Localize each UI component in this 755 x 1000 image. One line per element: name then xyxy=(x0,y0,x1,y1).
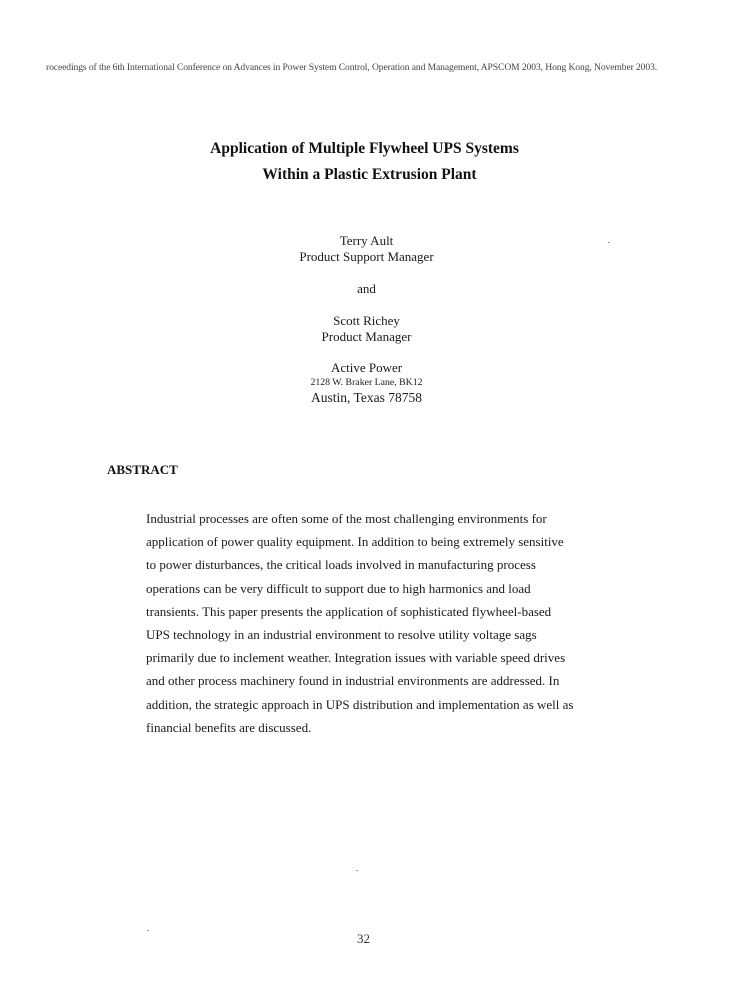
page-number: 32 xyxy=(357,931,370,946)
running-head: roceedings of the 6th International Conference on Advances in Power System Control, Operation and Management, APSCOM 2003, Hong Kong, November 2003. xyxy=(46,62,658,73)
abstract-line: Industrial processes are often some of the most challenging environments for xyxy=(146,511,547,526)
abstract-heading: ABSTRACT xyxy=(107,462,178,477)
abstract-line: transients. This paper presents the application of sophisticated flywheel-based xyxy=(146,603,552,619)
affiliation-street: 2128 W. Braker Lane, BK12 xyxy=(310,377,423,388)
abstract-line: UPS technology in an industrial environment to resolve utility voltage sags xyxy=(146,627,537,643)
scan-speck xyxy=(147,930,149,931)
abstract-line: application of power quality equipment. In addition to being extremely sensitive xyxy=(146,534,564,550)
author-role: Product Support Manager xyxy=(299,249,434,264)
author-block xyxy=(0,233,755,406)
paper-title-line-1: Application of Multiple Flywheel UPS Systems xyxy=(210,140,519,157)
abstract-line: addition, the strategic approach in UPS distribution and implementation as well as xyxy=(146,696,574,712)
abstract-line: primarily due to inclement weather. Integration issues with variable speed drives xyxy=(146,650,566,666)
scan-speck xyxy=(608,242,610,243)
author-role: Product Manager xyxy=(321,329,412,344)
affiliation-organization: Active Power xyxy=(330,360,403,375)
abstract-line: and other process machinery found in industrial environments are addressed. In xyxy=(146,673,560,689)
author-name: Scott Richey xyxy=(333,313,400,328)
author-name: Terry Ault xyxy=(339,233,394,248)
affiliation-city: Austin, Texas 78758 xyxy=(311,390,422,405)
abstract-line: operations can be very difficult to support due to high harmonics and load xyxy=(146,580,531,596)
abstract-line: to power disturbances, the critical loads involved in manufacturing process xyxy=(146,557,536,573)
abstract-body xyxy=(146,507,606,739)
author-separator: and xyxy=(357,281,376,296)
abstract-line: financial benefits are discussed. xyxy=(146,719,312,735)
paper-title-line-2: Within a Plastic Extrusion Plant xyxy=(262,166,477,183)
scan-speck xyxy=(356,870,358,871)
